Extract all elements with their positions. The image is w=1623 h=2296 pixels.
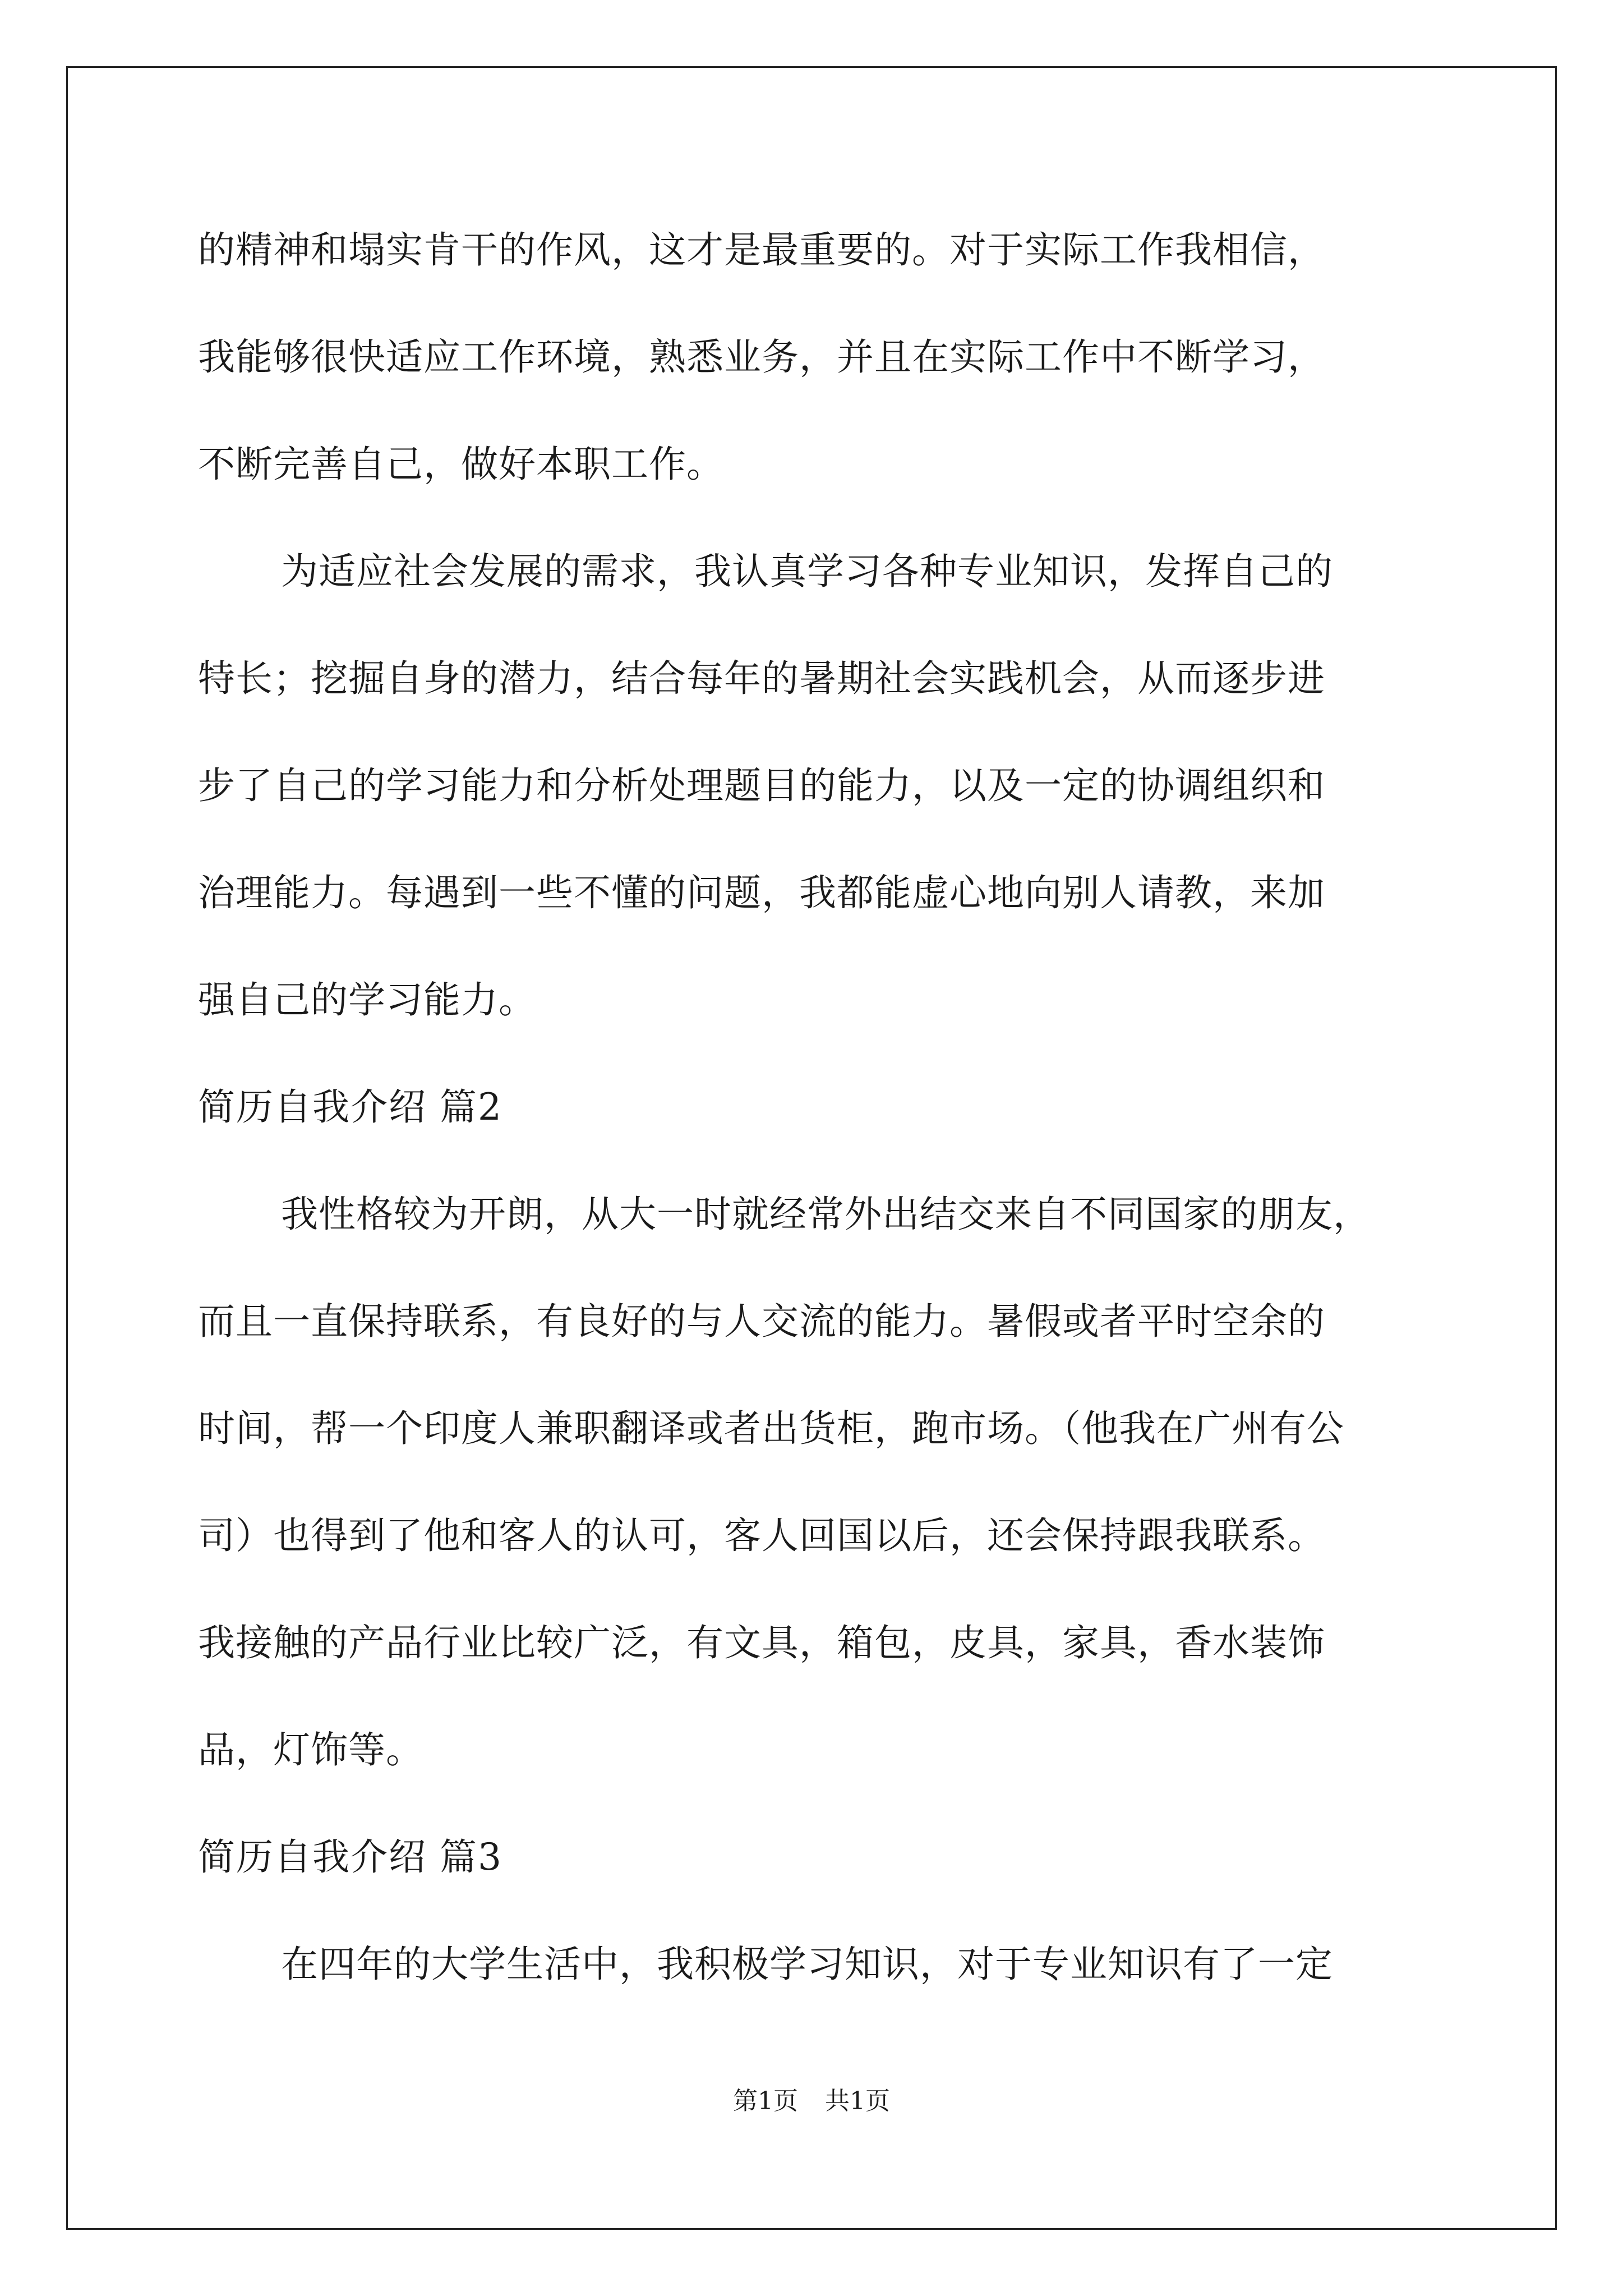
text-line: 品，灯饰等。 [198, 1728, 423, 1772]
text-line: 特长；挖掘自身的潜力，结合每年的暑期社会实践机会，从而逐步进 [198, 657, 1325, 700]
text-line: 时间，帮一个印度人兼职翻译或者出货柜，跑市场。（他我在广州有公 [198, 1407, 1344, 1450]
text-line: 我接触的产品行业比较广泛，有文具，箱包，皮具，家具，香水装饰 [198, 1621, 1325, 1664]
document-body [198, 196, 1432, 2018]
page-footer [0, 2085, 1623, 2118]
text-line: 而且一直保持联系，有良好的与人交流的能力。暑假或者平时空余的 [198, 1300, 1325, 1343]
section-heading: 简历自我介绍 篇2 [198, 1085, 502, 1129]
page-number-total: 共1页 [825, 2087, 890, 2115]
page-number-current: 第1页 [733, 2087, 798, 2115]
text-line: 的精神和塌实肯干的作风，这才是最重要的。对于实际工作我相信， [198, 228, 1325, 272]
text-line: 我能够很快适应工作环境，熟悉业务，并且在实际工作中不断学习， [198, 335, 1325, 379]
paragraph-first-line: 我性格较为开朗，从大一时就经常外出结交来自不同国家的朋友， [281, 1193, 1371, 1236]
text-line: 强自己的学习能力。 [198, 978, 536, 1022]
text-line: 步了自己的学习能力和分析处理题目的能力，以及一定的协调组织和 [198, 764, 1325, 807]
section-heading: 简历自我介绍 篇3 [198, 1835, 502, 1879]
text-line: 不断完善自己，做好本职工作。 [198, 443, 724, 486]
paragraph-first-line: 为适应社会发展的需求，我认真学习各种专业知识，发挥自己的 [281, 550, 1333, 593]
text-line: 治理能力。每遇到一些不懂的问题，我都能虚心地向别人请教，来加 [198, 871, 1325, 914]
text-line: 司）也得到了他和客人的认可，客人回国以后，还会保持跟我联系。 [198, 1514, 1325, 1557]
paragraph-first-line: 在四年的大学生活中，我积极学习知识，对于专业知识有了一定 [281, 1943, 1333, 1986]
